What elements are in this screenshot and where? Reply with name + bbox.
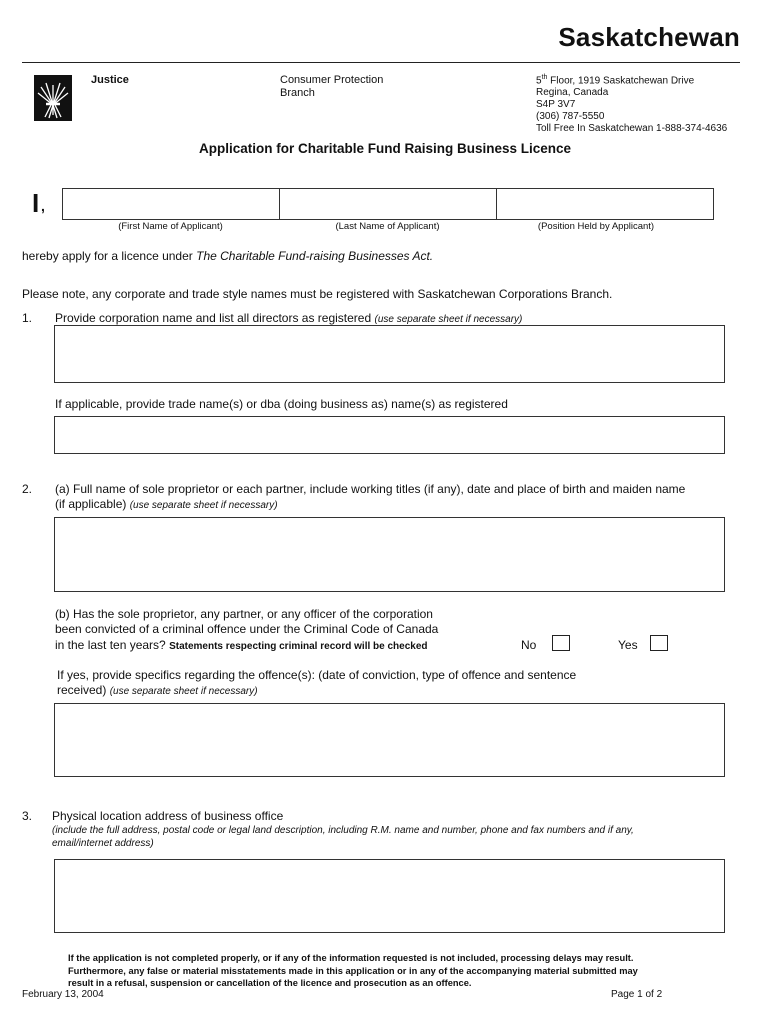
page-number: Page 1 of 2 [611,989,663,1000]
no-checkbox[interactable] [552,635,570,651]
q2a-if-applicable: (if applicable) [55,497,130,511]
business-address-field[interactable] [54,859,725,933]
position-field[interactable] [497,189,713,219]
header-rule [22,62,740,63]
q2b-last-ten-years: in the last ten years? [55,638,170,652]
q2a-hint: (use separate sheet if necessary) [129,500,278,511]
act-name: The Charitable Fund-raising Businesses Act. [196,249,434,263]
phone-number: (306) 787-5550 [536,111,605,123]
q1-text: Provide corporation name and list all directors as registered [55,311,375,325]
form-title: Application for Charitable Fund Raising Business Licence [198,141,572,156]
q1-hint: (use separate sheet if necessary) [374,314,523,325]
offence-specifics-line-1: If yes, provide specifics regarding the offence(s): (date of conviction, type of offence and sentence [57,668,577,682]
branch-name [280,74,420,100]
wheat-sheaf-logo-icon [34,75,72,121]
branch-line-2: Branch [280,87,315,99]
last-name-caption: (Last Name of Applicant) [335,221,440,232]
q3-hint-line-2: email/internet address) [52,838,154,849]
apply-statement [22,249,433,264]
q2b-line-2: been convicted of a criminal offence under the Criminal Code of Canada [55,622,439,636]
q2a-line-2 [55,497,278,513]
contact-block [536,72,756,135]
floor-number: 5 [536,75,542,87]
offence-hint: (use separate sheet if necessary) [109,686,258,697]
q3-question: Physical location address of business office [52,809,284,823]
address-line-1 [536,72,756,87]
applicant-pronoun: I [32,188,40,218]
q2-number: 2. [22,482,33,496]
trade-name-field[interactable] [54,416,725,454]
footer-warning-line-2: Furthermore, any false or material misstatements made in this application or in any of the accompanying material submitted may [68,965,638,976]
applicant-name-row [62,188,714,220]
province-heading: Saskatchewan [558,22,740,52]
q3-hint-line-1: (include the full address, postal code or legal land description, including R.M. name and number, phone and fax numbers and if any, [52,825,634,836]
address-line-2: Regina, Canada [536,87,609,99]
branch-line-1: Consumer Protection [280,74,384,86]
proprietor-partners-field[interactable] [54,517,725,592]
q3-number: 3. [22,809,33,823]
last-name-field[interactable] [280,189,497,219]
q2b-line-3 [55,638,428,654]
trade-name-question: If applicable, provide trade name(s) or dba (doing business as) name(s) as registered [55,397,508,411]
applicant-comma: , [41,198,45,214]
first-name-caption: (First Name of Applicant) [118,221,223,232]
floor-suffix: th [541,74,548,81]
address-line-3: S4P 3V7 [536,99,576,111]
street: Floor, 1919 Saskatchewan Drive [547,75,695,87]
apply-prefix: hereby apply for a licence under [22,249,197,263]
toll-free-number: Toll Free In Saskatchewan 1-888-374-4636 [536,123,728,135]
footer-date: February 13, 2004 [22,989,104,1000]
department-name: Justice [91,74,129,86]
registration-note: Please note, any corporate and trade style names must be registered with Saskatchewan Corporations Branch. [22,287,613,301]
no-label: No [521,638,537,652]
corporation-directors-field[interactable] [54,325,725,383]
q2b-line-1: (b) Has the sole proprietor, any partner, or any officer of the corporation [55,607,433,621]
position-caption: (Position Held by Applicant) [537,221,655,232]
yes-label: Yes [618,638,638,652]
yes-checkbox[interactable] [650,635,668,651]
offence-specifics-line-2 [57,683,258,699]
offence-received: received) [57,683,110,697]
footer-warning [68,952,708,990]
q1-number: 1. [22,311,33,325]
q2a-line-1: (a) Full name of sole proprietor or each partner, include working titles (if any), date and place of birth and maiden name [55,482,686,496]
footer-warning-line-3: result in a refusal, suspension or cancellation of the licence and prosecution as an offence. [68,978,472,988]
first-name-field[interactable] [63,189,280,219]
offence-specifics-field[interactable] [54,703,725,777]
q2b-bold-note: Statements respecting criminal record will be checked [169,641,428,652]
footer-warning-line-1: If the application is not completed properly, or if any of the information requested is not included, processing delays may result. [68,953,634,963]
